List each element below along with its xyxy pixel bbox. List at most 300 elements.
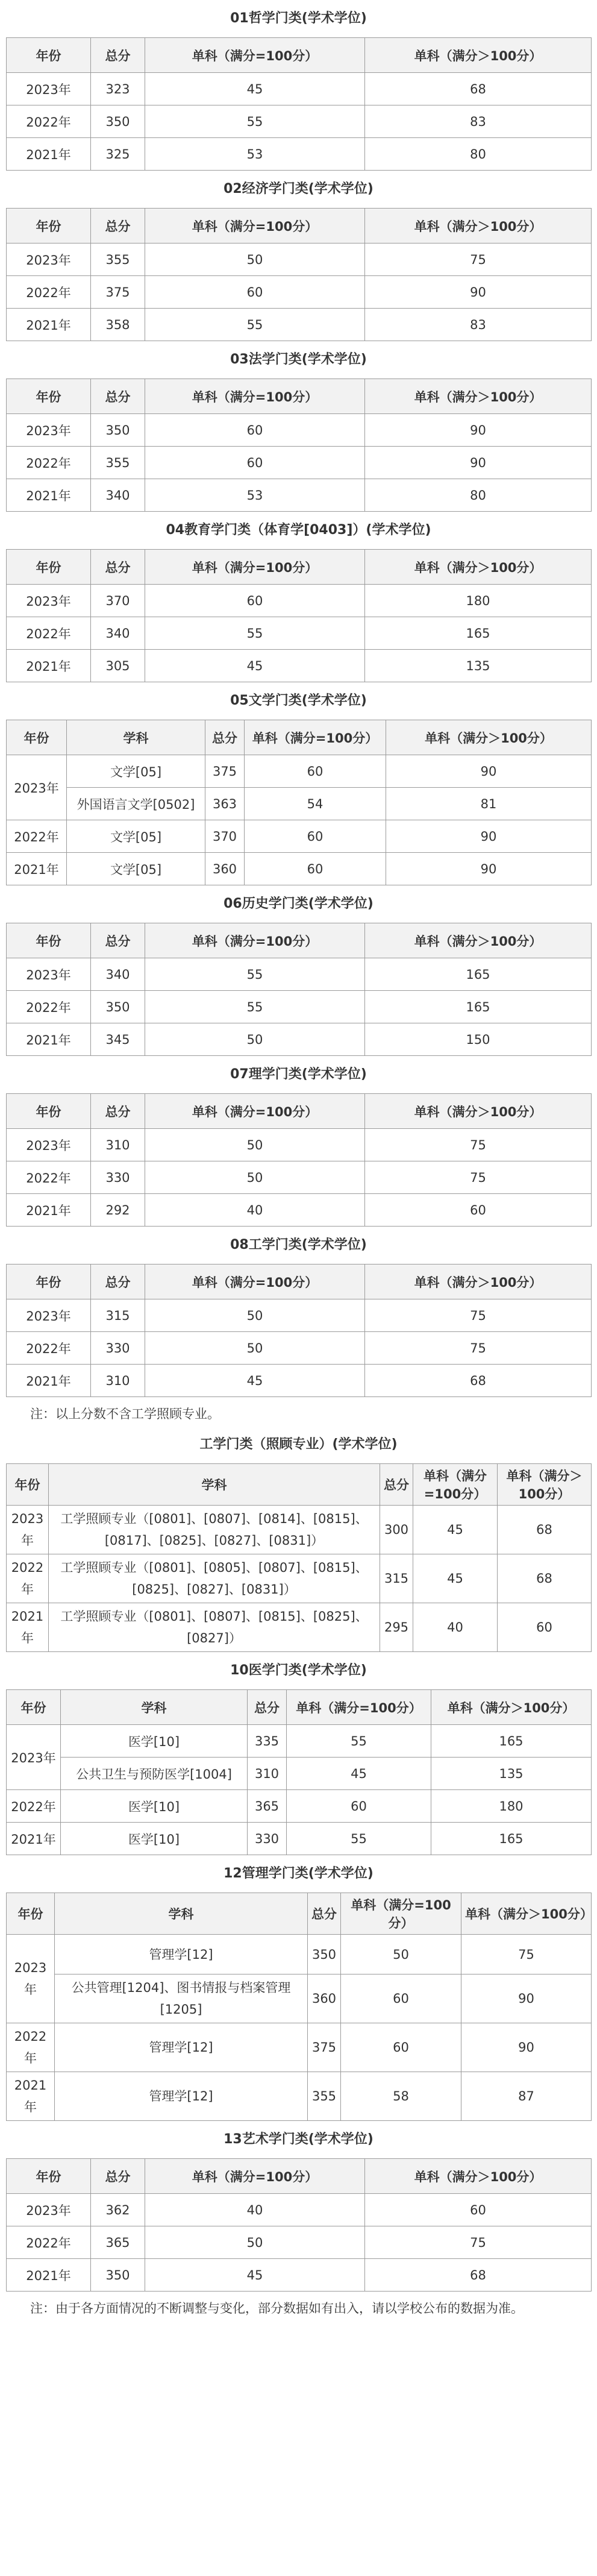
cell-subject: 公共管理[1204]、图书情报与档案管理[1205] — [55, 1974, 308, 2023]
cell-single-over-100: 68 — [498, 1554, 592, 1603]
table-row — [7, 958, 592, 991]
col-total: 总分 — [91, 379, 145, 414]
cell-single-100: 53 — [145, 138, 365, 171]
cell-single-100: 50 — [145, 1161, 365, 1194]
cell-single-100: 55 — [145, 105, 365, 138]
section-title: 04教育学门类（体育学[0403]）(学术学位) — [166, 523, 431, 538]
col-single-100: 单科（满分=100分） — [145, 379, 365, 414]
score-table — [6, 1463, 592, 1652]
cell-single-100: 55 — [145, 617, 365, 650]
table-row — [7, 414, 592, 447]
cell-single-over-100: 165 — [365, 617, 592, 650]
table-row — [7, 991, 592, 1023]
col-single-over-100: 单科（满分＞100分） — [461, 1893, 592, 1935]
cell-single-100: 60 — [145, 447, 365, 479]
table-row — [7, 105, 592, 138]
cell-year: 2021年 — [7, 1194, 91, 1227]
cell-single-over-100: 68 — [498, 1506, 592, 1554]
table-row — [7, 309, 592, 341]
cell-single-100: 60 — [341, 1974, 461, 2023]
col-total: 总分 — [380, 1464, 413, 1506]
cell-year: 2022年 — [7, 991, 91, 1023]
cell-year: 2022年 — [7, 617, 91, 650]
section-title: 02经济学门类(学术学位) — [223, 181, 374, 196]
header-row — [7, 720, 592, 755]
cell-total: 315 — [380, 1554, 413, 1603]
col-single-over-100: 单科（满分＞100分） — [365, 209, 592, 243]
cell-single-100: 55 — [145, 991, 365, 1023]
col-single-over-100: 单科（满分＞100分） — [365, 923, 592, 958]
cell-single-100: 45 — [145, 73, 365, 105]
section-title: 工学门类（照顾专业）(学术学位) — [199, 1437, 398, 1452]
score-table — [6, 1264, 592, 1397]
cell-total: 375 — [205, 755, 245, 788]
col-single-over-100: 单科（满分＞100分） — [365, 2159, 592, 2194]
section-science — [0, 1064, 597, 1227]
section-history — [0, 894, 597, 1056]
cell-total: 340 — [91, 617, 145, 650]
col-subject: 学科 — [49, 1464, 380, 1506]
cell-year: 2021年 — [7, 2259, 91, 2292]
cell-single-100: 40 — [145, 1194, 365, 1227]
col-single-100: 单科（满分=100分） — [145, 209, 365, 243]
cell-single-over-100: 180 — [431, 1790, 592, 1823]
cell-total: 330 — [248, 1823, 287, 1855]
cell-year: 2023年 — [7, 1725, 61, 1790]
cell-subject: 文学[05] — [67, 853, 205, 885]
cell-year: 2021年 — [7, 138, 91, 171]
col-single-over-100: 单科（满分＞100分） — [365, 1264, 592, 1299]
cell-year: 2023年 — [7, 1129, 91, 1161]
section-philosophy — [0, 8, 597, 171]
cell-year: 2021年 — [7, 2072, 55, 2121]
cell-year: 2023年 — [7, 1935, 55, 2023]
cell-single-over-100: 165 — [365, 991, 592, 1023]
col-year: 年份 — [7, 1464, 49, 1506]
cell-total: 370 — [91, 585, 145, 617]
cell-single-100: 45 — [145, 650, 365, 682]
col-single-100: 单科（满分=100分） — [341, 1893, 461, 1935]
table-row — [7, 1603, 592, 1652]
cell-total: 292 — [91, 1194, 145, 1227]
cell-total: 350 — [91, 105, 145, 138]
table-row — [7, 1194, 592, 1227]
score-table — [6, 1689, 592, 1855]
table-row — [7, 2226, 592, 2259]
cell-year: 2023年 — [7, 243, 91, 276]
cell-total: 310 — [91, 1365, 145, 1397]
cell-single-over-100: 90 — [461, 2023, 592, 2072]
cell-single-100: 55 — [145, 309, 365, 341]
cell-year: 2022年 — [7, 2226, 91, 2259]
cell-single-over-100: 60 — [498, 1603, 592, 1652]
cell-total: 295 — [380, 1603, 413, 1652]
cell-single-over-100: 68 — [365, 2259, 592, 2292]
cell-single-over-100: 180 — [365, 585, 592, 617]
cell-single-100: 60 — [341, 2023, 461, 2072]
cell-single-100: 45 — [145, 1365, 365, 1397]
cell-total: 370 — [205, 820, 245, 853]
cell-single-over-100: 80 — [365, 479, 592, 512]
cell-single-100: 40 — [145, 2194, 365, 2226]
score-table — [6, 379, 592, 512]
table-row — [7, 1023, 592, 1056]
table-row — [7, 1823, 592, 1855]
col-total: 总分 — [248, 1690, 287, 1725]
table-row — [7, 276, 592, 309]
col-year: 年份 — [7, 923, 91, 958]
cell-single-over-100: 90 — [386, 853, 592, 885]
cell-single-100: 50 — [145, 1299, 365, 1332]
cell-year: 2023年 — [7, 958, 91, 991]
col-year: 年份 — [7, 2159, 91, 2194]
section-title: 05文学门类(学术学位) — [230, 693, 367, 708]
cell-subject: 管理学[12] — [55, 2072, 308, 2121]
cell-single-100: 60 — [245, 820, 386, 853]
score-table — [6, 549, 592, 682]
cell-single-over-100: 83 — [365, 105, 592, 138]
cell-single-over-100: 75 — [365, 1129, 592, 1161]
section-title: 03法学门类(学术学位) — [230, 352, 367, 367]
table-row — [7, 1554, 592, 1603]
col-total: 总分 — [91, 1264, 145, 1299]
col-total: 总分 — [91, 38, 145, 73]
table-row — [7, 2072, 592, 2121]
col-year: 年份 — [7, 1690, 61, 1725]
cell-year: 2022年 — [7, 1332, 91, 1365]
section-arts — [0, 2129, 597, 2292]
cell-single-over-100: 90 — [365, 447, 592, 479]
header-row — [7, 923, 592, 958]
table-row — [7, 788, 592, 820]
col-total: 总分 — [205, 720, 245, 755]
cell-year: 2021年 — [7, 1023, 91, 1056]
cell-subject: 管理学[12] — [55, 1935, 308, 1974]
header-row — [7, 550, 592, 585]
cell-total: 355 — [91, 447, 145, 479]
table-row — [7, 1974, 592, 2023]
col-total: 总分 — [91, 550, 145, 585]
cell-subject: 工学照顾专业（[0801]、[0805]、[0807]、[0815]、[0825]、[0827]、[0831]） — [49, 1554, 380, 1603]
col-single-100: 单科（满分=100分） — [145, 923, 365, 958]
cell-single-over-100: 68 — [365, 73, 592, 105]
col-single-100: 单科（满分=100分） — [287, 1690, 431, 1725]
cell-single-100: 60 — [245, 853, 386, 885]
cell-single-100: 55 — [287, 1823, 431, 1855]
col-subject: 学科 — [55, 1893, 308, 1935]
score-table — [6, 720, 592, 885]
col-total: 总分 — [308, 1893, 341, 1935]
header-row — [7, 1464, 592, 1506]
cell-single-over-100: 75 — [365, 1299, 592, 1332]
cell-subject: 公共卫生与预防医学[1004] — [61, 1758, 248, 1790]
cell-single-over-100: 60 — [365, 2194, 592, 2226]
cell-single-over-100: 90 — [386, 820, 592, 853]
cell-single-over-100: 75 — [365, 243, 592, 276]
table-row — [7, 1790, 592, 1823]
header-row — [7, 209, 592, 243]
score-table — [6, 1093, 592, 1227]
col-single-100: 单科（满分=100分） — [145, 550, 365, 585]
cell-total: 358 — [91, 309, 145, 341]
cell-total: 340 — [91, 479, 145, 512]
col-single-over-100: 单科（满分＞100分） — [431, 1690, 592, 1725]
col-total: 总分 — [91, 1094, 145, 1129]
table-row — [7, 1935, 592, 1974]
cell-total: 340 — [91, 958, 145, 991]
cell-year: 2021年 — [7, 1823, 61, 1855]
cell-total: 375 — [91, 276, 145, 309]
score-table — [6, 208, 592, 341]
cell-total: 360 — [308, 1974, 341, 2023]
cell-year: 2022年 — [7, 2023, 55, 2072]
cell-single-100: 55 — [145, 958, 365, 991]
cell-single-100: 60 — [145, 276, 365, 309]
cell-total: 330 — [91, 1332, 145, 1365]
cell-single-over-100: 90 — [365, 276, 592, 309]
table-row — [7, 1758, 592, 1790]
cell-total: 362 — [91, 2194, 145, 2226]
cell-single-over-100: 75 — [365, 1332, 592, 1365]
section-education — [0, 520, 597, 682]
cell-single-100: 60 — [145, 414, 365, 447]
col-year: 年份 — [7, 209, 91, 243]
cell-single-100: 60 — [287, 1790, 431, 1823]
section-medicine — [0, 1660, 597, 1855]
cell-total: 350 — [91, 991, 145, 1023]
cell-single-100: 50 — [145, 1023, 365, 1056]
cell-single-100: 60 — [245, 755, 386, 788]
cell-year: 2023年 — [7, 1299, 91, 1332]
table-row — [7, 1299, 592, 1332]
cell-subject: 医学[10] — [61, 1790, 248, 1823]
section-management — [0, 1864, 597, 2121]
cell-total: 355 — [308, 2072, 341, 2121]
cell-single-over-100: 68 — [365, 1365, 592, 1397]
table-row — [7, 479, 592, 512]
table-row — [7, 853, 592, 885]
col-total: 总分 — [91, 2159, 145, 2194]
score-table — [6, 1893, 592, 2121]
cell-single-100: 45 — [413, 1554, 498, 1603]
cell-subject: 工学照顾专业（[0801]、[0807]、[0815]、[0825]、[0827]） — [49, 1603, 380, 1652]
table-row — [7, 617, 592, 650]
col-year: 年份 — [7, 550, 91, 585]
cell-year: 2022年 — [7, 1161, 91, 1194]
header-row — [7, 1893, 592, 1935]
section-literature — [0, 691, 597, 885]
section-economics — [0, 179, 597, 341]
col-total: 总分 — [91, 209, 145, 243]
col-year: 年份 — [7, 379, 91, 414]
cell-single-100: 50 — [145, 1332, 365, 1365]
table-row — [7, 650, 592, 682]
header-row — [7, 1264, 592, 1299]
cell-total: 310 — [248, 1758, 287, 1790]
cell-subject: 外国语言文学[0502] — [67, 788, 205, 820]
score-table — [6, 37, 592, 171]
cell-single-over-100: 75 — [365, 2226, 592, 2259]
cell-total: 363 — [205, 788, 245, 820]
col-year: 年份 — [7, 1264, 91, 1299]
cell-single-100: 45 — [145, 2259, 365, 2292]
table-row — [7, 1161, 592, 1194]
table-row — [7, 243, 592, 276]
cell-single-100: 45 — [413, 1506, 498, 1554]
cell-single-over-100: 165 — [431, 1725, 592, 1758]
table-row — [7, 585, 592, 617]
cell-total: 375 — [308, 2023, 341, 2072]
col-single-over-100: 单科（满分＞100分） — [386, 720, 592, 755]
col-subject: 学科 — [61, 1690, 248, 1725]
col-year: 年份 — [7, 720, 67, 755]
cell-year: 2022年 — [7, 276, 91, 309]
cell-single-over-100: 75 — [461, 1935, 592, 1974]
col-single-over-100: 单科（满分＞100分） — [498, 1464, 592, 1506]
col-year: 年份 — [7, 38, 91, 73]
cell-total: 310 — [91, 1129, 145, 1161]
cell-year: 2021年 — [7, 853, 67, 885]
cell-single-over-100: 80 — [365, 138, 592, 171]
col-year: 年份 — [7, 1094, 91, 1129]
cell-year: 2023年 — [7, 585, 91, 617]
cell-total: 330 — [91, 1161, 145, 1194]
cell-total: 315 — [91, 1299, 145, 1332]
section-engineering — [0, 1235, 597, 1397]
cell-total: 305 — [91, 650, 145, 682]
table-row — [7, 820, 592, 853]
section-title: 08工学门类(学术学位) — [230, 1237, 367, 1252]
score-table — [6, 2158, 592, 2292]
cell-total: 350 — [308, 1935, 341, 1974]
table-row — [7, 2259, 592, 2292]
table-row — [7, 138, 592, 171]
cell-total: 300 — [380, 1506, 413, 1554]
cell-total: 325 — [91, 138, 145, 171]
cell-total: 350 — [91, 414, 145, 447]
cell-single-100: 40 — [413, 1603, 498, 1652]
cell-total: 335 — [248, 1725, 287, 1758]
cell-year: 2022年 — [7, 105, 91, 138]
cell-single-over-100: 150 — [365, 1023, 592, 1056]
cell-single-over-100: 90 — [461, 1974, 592, 2023]
cell-year: 2023年 — [7, 1506, 49, 1554]
col-single-100: 单科（满分=100分） — [245, 720, 386, 755]
section-title: 13艺术学门类(学术学位) — [223, 2132, 374, 2147]
section-title: 06历史学门类(学术学位) — [223, 896, 374, 911]
note-disclaimer: 注：由于各方面情况的不断调整与变化，部分数据如有出入，请以学校公布的数据为准。 — [30, 2301, 524, 2316]
header-row — [7, 38, 592, 73]
section-title: 07理学门类(学术学位) — [230, 1067, 367, 1082]
cell-single-over-100: 60 — [365, 1194, 592, 1227]
cell-subject: 文学[05] — [67, 755, 205, 788]
table-row — [7, 755, 592, 788]
cell-single-over-100: 135 — [431, 1758, 592, 1790]
section-title: 01哲学门类(学术学位) — [230, 11, 367, 26]
header-row — [7, 1094, 592, 1129]
table-row — [7, 1129, 592, 1161]
cell-single-100: 50 — [145, 2226, 365, 2259]
cell-single-over-100: 90 — [386, 755, 592, 788]
cell-total: 345 — [91, 1023, 145, 1056]
table-row — [7, 1725, 592, 1758]
cell-single-100: 50 — [145, 1129, 365, 1161]
cell-single-over-100: 165 — [431, 1823, 592, 1855]
cell-single-over-100: 83 — [365, 309, 592, 341]
cell-single-100: 45 — [287, 1758, 431, 1790]
cell-total: 360 — [205, 853, 245, 885]
cell-single-over-100: 87 — [461, 2072, 592, 2121]
cell-year: 2021年 — [7, 309, 91, 341]
cell-year: 2021年 — [7, 479, 91, 512]
table-row — [7, 447, 592, 479]
cell-single-over-100: 75 — [365, 1161, 592, 1194]
header-row — [7, 1690, 592, 1725]
cell-year: 2022年 — [7, 820, 67, 853]
col-single-over-100: 单科（满分＞100分） — [365, 379, 592, 414]
cell-subject: 管理学[12] — [55, 2023, 308, 2072]
cell-single-100: 55 — [287, 1725, 431, 1758]
cell-year: 2023年 — [7, 2194, 91, 2226]
cell-year: 2021年 — [7, 1365, 91, 1397]
col-single-100: 单科（满分=100分） — [413, 1464, 498, 1506]
cell-year: 2021年 — [7, 1603, 49, 1652]
cell-year: 2022年 — [7, 447, 91, 479]
cell-single-100: 50 — [341, 1935, 461, 1974]
section-title: 10医学门类(学术学位) — [230, 1663, 367, 1678]
section-title: 12管理学门类(学术学位) — [223, 1866, 374, 1881]
cell-single-100: 53 — [145, 479, 365, 512]
table-row — [7, 2023, 592, 2072]
table-row — [7, 1332, 592, 1365]
cell-year: 2023年 — [7, 73, 91, 105]
cell-year: 2023年 — [7, 414, 91, 447]
cell-single-over-100: 81 — [386, 788, 592, 820]
score-table — [6, 923, 592, 1056]
header-row — [7, 2159, 592, 2194]
cell-single-over-100: 90 — [365, 414, 592, 447]
cell-single-100: 54 — [245, 788, 386, 820]
header-row — [7, 379, 592, 414]
col-subject: 学科 — [67, 720, 205, 755]
col-single-over-100: 单科（满分＞100分） — [365, 38, 592, 73]
cell-year: 2021年 — [7, 650, 91, 682]
cell-subject: 工学照顾专业（[0801]、[0807]、[0814]、[0815]、[0817]、[0825]、[0827]、[0831]） — [49, 1506, 380, 1554]
cell-year: 2022年 — [7, 1790, 61, 1823]
cell-subject: 医学[10] — [61, 1823, 248, 1855]
cell-total: 365 — [248, 1790, 287, 1823]
cell-year: 2022年 — [7, 1554, 49, 1603]
cell-single-100: 60 — [145, 585, 365, 617]
cell-single-over-100: 165 — [365, 958, 592, 991]
page — [0, 8, 597, 2320]
col-single-100: 单科（满分=100分） — [145, 38, 365, 73]
note-engineering: 注：以上分数不含工学照顾专业。 — [30, 1407, 220, 1421]
cell-total: 323 — [91, 73, 145, 105]
cell-subject: 医学[10] — [61, 1725, 248, 1758]
cell-single-over-100: 135 — [365, 650, 592, 682]
col-single-100: 单科（满分=100分） — [145, 1094, 365, 1129]
table-row — [7, 2194, 592, 2226]
cell-year: 2023年 — [7, 755, 67, 820]
table-row — [7, 1506, 592, 1554]
cell-subject: 文学[05] — [67, 820, 205, 853]
table-row — [7, 73, 592, 105]
cell-total: 365 — [91, 2226, 145, 2259]
col-total: 总分 — [91, 923, 145, 958]
cell-single-100: 58 — [341, 2072, 461, 2121]
cell-total: 350 — [91, 2259, 145, 2292]
